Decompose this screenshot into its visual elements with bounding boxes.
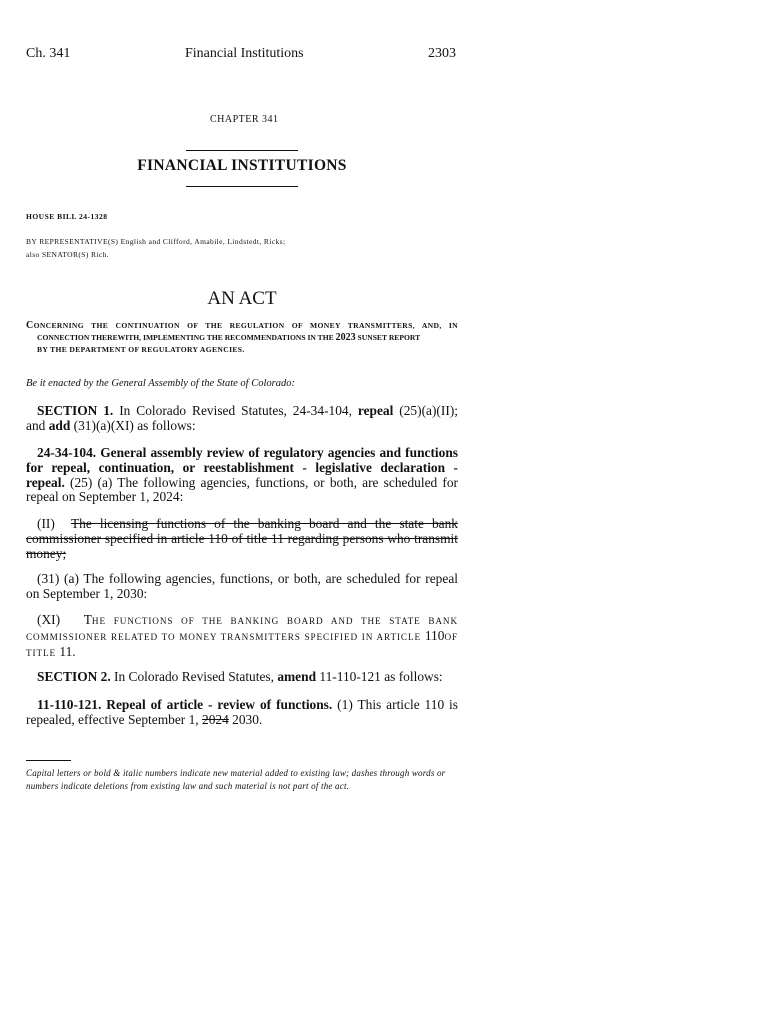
chapter-title: FINANCIAL INSTITUTIONS (137, 157, 347, 174)
section-2 (26, 670, 458, 685)
concerning-line-2 (37, 332, 458, 345)
repeal-keyword: repeal (357, 403, 394, 418)
added-text-xi-a: HE FUNCTIONS OF THE BANKING BOARD AND THE STATE BANK COMMISSIONER RELATED TO MONEY TRANSMITTERS SPECIFIED IN ARTICLE (26, 616, 458, 642)
add-keyword: add (48, 417, 71, 433)
statute-11-110-121-text: (1) This article 110 is repealed, effective September 1, (26, 697, 458, 727)
section-2-text-b: 11-110-121 as follows: (319, 669, 443, 684)
concerning-line-2-a: CONNECTION THEREWITH, IMPLEMENTING THE RECOMMENDATIONS IN THE (37, 333, 334, 342)
page-number: 2303 (428, 46, 456, 61)
statute-11-110-121-heading: 11-110-121. Repeal of article - review of functions. (37, 697, 333, 712)
concerning-line-2-b: SUNSET REPORT (357, 333, 421, 342)
added-text-first-letter: T (83, 612, 92, 627)
new-year: 2030. (232, 711, 263, 727)
statute-24-34-104 (26, 446, 458, 505)
added-text-xi-b: OF TITLE (26, 631, 458, 658)
title-rule-bottom (186, 186, 298, 187)
enacting-clause: Be it enacted by the General Assembly of the State of Colorado: (26, 378, 295, 389)
subparagraph-xi (26, 613, 458, 660)
concerning-line-1 (26, 320, 458, 333)
sponsor-representatives: BY REPRESENTATIVE(S) English and Clifford, Amabile, Lindstedt, Ricks; (26, 237, 286, 246)
chapter-number: CHAPTER 341 (210, 114, 279, 125)
footnote: Capital letters or bold & italic numbers indicate new material added to existing law; dashes through words or numbers indicate deletions from existing law and such material is not part of the act. (26, 768, 446, 791)
section-1-text-b: (25)(a)(II); and (26, 403, 458, 433)
statute-24-34-104-heading: 24-34-104. General assembly review of regulatory agencies and functions for repeal, continuation, or reestablishment - legislative declaration - repeal. (26, 445, 458, 490)
statute-11-110-121 (26, 698, 458, 728)
subsection-31-a-text: (31) (a) The following agencies, functions, or both, are scheduled for repeal on September 1, 2030: (26, 571, 458, 601)
subparagraph-xi-label: (XI) (37, 612, 61, 627)
article-number: 110 (424, 627, 445, 643)
deleted-year: 2024 (202, 711, 229, 727)
title-number: 11. (59, 643, 76, 659)
act-heading: AN ACT (207, 288, 277, 309)
amend-keyword: amend (277, 669, 317, 684)
concerning-line-1-text: ONCERNING THE CONTINUATION OF THE REGULATION OF MONEY TRANSMITTERS, AND, IN (33, 321, 458, 330)
sponsor-senators: also SENATOR(S) Rich. (26, 250, 110, 259)
subparagraph-ii-label: (II) (37, 516, 55, 531)
subsection-25-a: (25) (a) The following agencies, functions, or both, are scheduled for repeal on September 1, 2024: (26, 474, 458, 505)
running-header-subject: Financial Institutions (185, 46, 304, 61)
footnote-rule (26, 760, 71, 761)
concerning-first-letter: C (26, 320, 34, 331)
deleted-text-ii: The licensing functions of the banking board and the state bank commissioner specified in article 110 of title 11 regarding persons who transmit money; (26, 516, 458, 561)
subparagraph-ii (26, 517, 458, 561)
section-1 (26, 404, 458, 434)
concerning-line-3: BY THE DEPARTMENT OF REGULATORY AGENCIES. (37, 345, 245, 354)
concerning-year: 2023 (335, 332, 356, 343)
section-1-text-a: In Colorado Revised Statutes, 24-34-104, (119, 403, 352, 418)
bill-id: HOUSE BILL 24-1328 (26, 212, 108, 221)
title-rule-top (186, 150, 298, 151)
section-2-text-a: In Colorado Revised Statutes, (114, 669, 274, 684)
section-1-text-c: (31)(a)(XI) as follows: (73, 417, 196, 433)
section-2-label: SECTION 2. (37, 669, 111, 684)
running-header-chapter: Ch. 341 (26, 46, 71, 61)
section-1-label: SECTION 1. (37, 403, 114, 418)
subsection-31-a (26, 572, 458, 602)
